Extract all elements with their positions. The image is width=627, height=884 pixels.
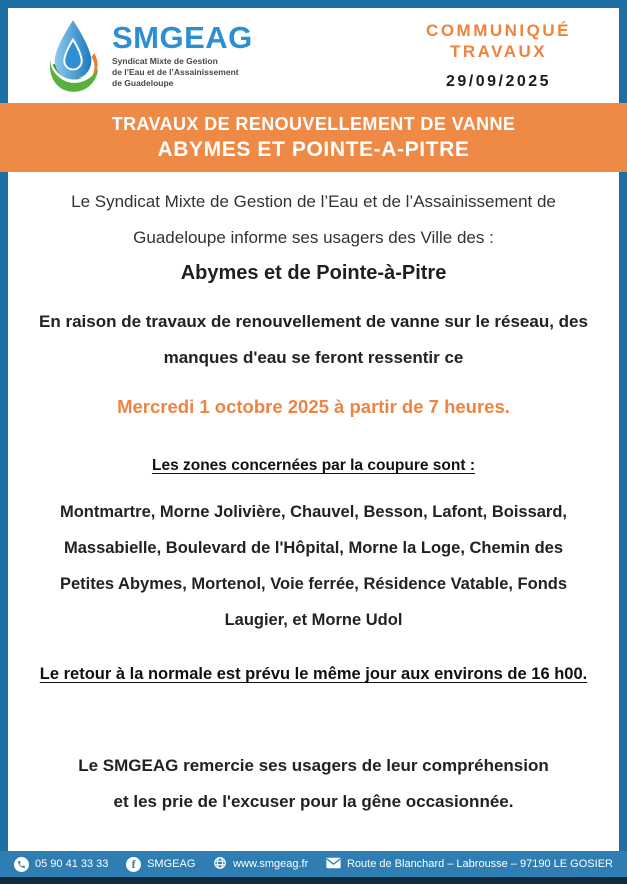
restore-time-text: Le retour à la normale est prévu le même jour aux environs de 16 h00.: [39, 665, 588, 683]
water-drop-icon: [44, 18, 102, 94]
cities-heading: Abymes et de Pointe-à-Pitre: [180, 262, 447, 284]
facebook-icon: f: [126, 857, 141, 872]
footer-address-text: Route de Blanchard – Labrousse – 97190 LE GOSIER: [346, 858, 613, 870]
header: [8, 8, 619, 103]
phone-icon: [14, 857, 29, 872]
footer-phone-text: 05 90 41 33 33: [35, 858, 109, 870]
contact-footer: [0, 851, 627, 877]
page-border-top: [0, 0, 627, 8]
publication-date: 29/09/2025: [445, 73, 552, 90]
thanks-paragraph: Le SMGEAG remercie ses usagers de leur compréhension et les prie de l'excuser pour la gêne occasionnée.: [78, 756, 549, 811]
footer-website: [213, 856, 308, 873]
smgeag-logo: [44, 18, 253, 94]
kicker-line-2: TRAVAUX: [449, 42, 548, 61]
logo-subtitle-line: Syndicat Mixte de Gestion: [112, 55, 218, 66]
footer-phone: [14, 857, 108, 872]
zones-list: Montmartre, Morne Jolivière, Chauvel, Besson, Lafont, Boissard, Massabielle, Boulevard de l'Hôpital, Morne la Loge, Chemin des Petites Abymes, Mortenol, Voie ferrée, Résidence Vatable, Fonds Laugier, et Morne Udol: [59, 503, 568, 629]
logo-subtitle-line: de Guadeloupe: [112, 77, 174, 88]
footer-facebook: [126, 857, 195, 872]
footer-address: [326, 857, 613, 872]
communique-kicker: [426, 20, 571, 91]
outage-schedule: Mercredi 1 octobre 2025 à partir de 7 heures.: [117, 396, 510, 417]
reason-paragraph: En raison de travaux de renouvellement de vanne sur le réseau, des manques d'eau se feront ressentir ce: [39, 312, 588, 367]
zones-heading: [8, 454, 619, 478]
logo-subtitle-line: de l’Eau et de l’Assainissement: [112, 66, 239, 77]
envelope-icon: [326, 857, 341, 872]
kicker-line-1: COMMUNIQUÉ: [426, 21, 571, 40]
logo-text: [112, 19, 253, 89]
notice-body: [8, 184, 619, 820]
footer-facebook-text: SMGEAG: [147, 858, 196, 870]
title-banner: [0, 103, 627, 172]
zones-heading-text: Les zones concernées par la coupure sont :: [151, 457, 475, 474]
banner-title: TRAVAUX DE RENOUVELLEMENT DE VANNE: [111, 114, 516, 134]
logo-subtitle: [112, 56, 253, 89]
restore-time: [8, 662, 619, 686]
intro-paragraph: Le Syndicat Mixte de Gestion de l’Eau et de l’Assainissement de Guadeloupe informe ses usagers des Ville des :: [71, 192, 556, 247]
banner-subtitle: ABYMES ET POINTE-A-PITRE: [157, 138, 470, 161]
footer-website-text: www.smgeag.fr: [233, 858, 309, 870]
logo-name: SMGEAG: [112, 19, 253, 55]
bottom-strip: [0, 877, 627, 884]
globe-icon: [213, 856, 227, 873]
